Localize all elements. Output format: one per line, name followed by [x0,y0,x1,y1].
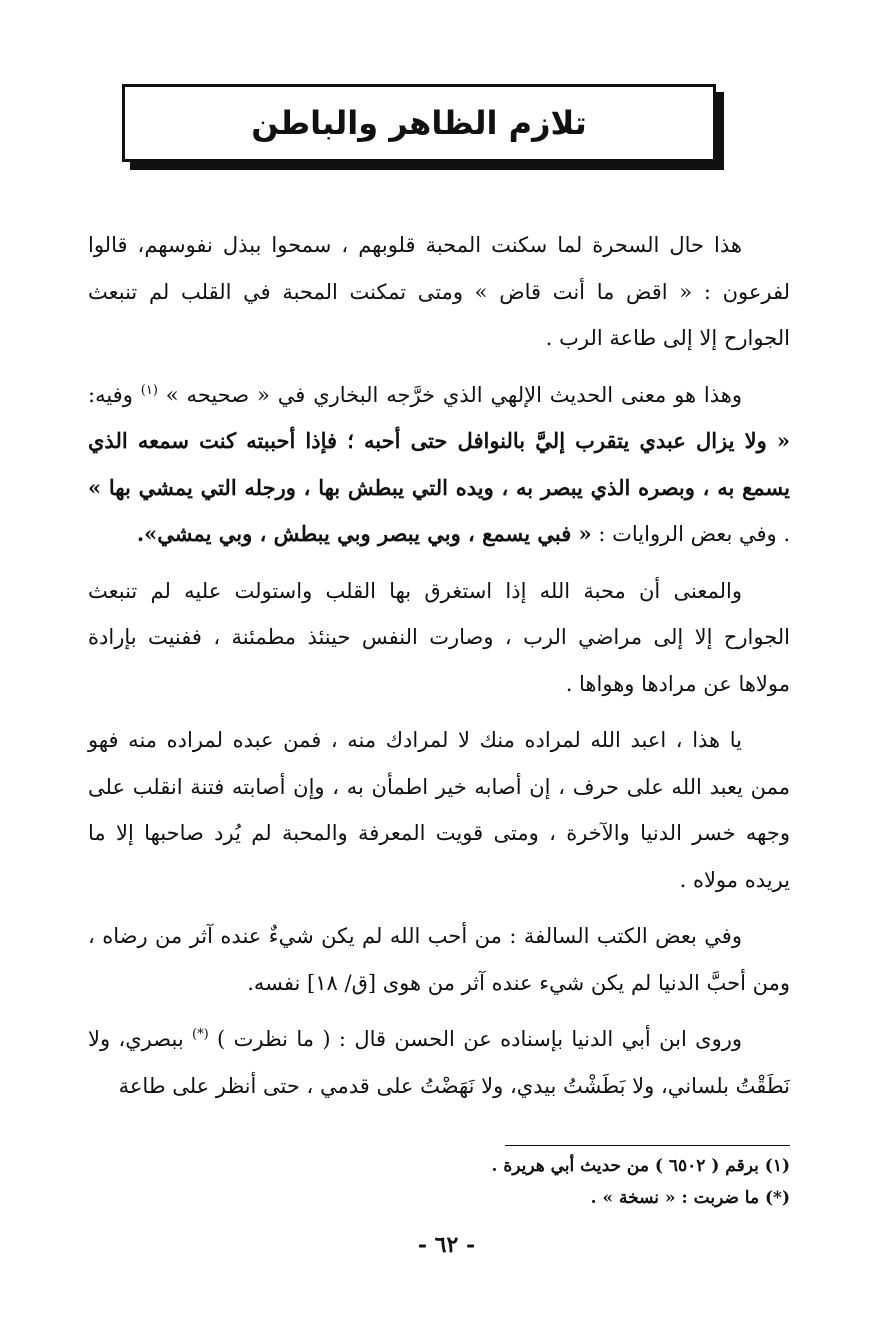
paragraph-6-rest: ببصري، ولا نَطَقْتُ بلساني، ولا بَطَشْتُ بيدي، ولا نَهَضْتُ على قدمي ، حتى أنظر على طاعة [88,1027,790,1098]
footnotes [88,1150,790,1214]
paragraph-1: هذا حال السحرة لما سكنت المحبة قلوبهم ، سمحوا ببذل نفوسهم، قالوا لفرعون : « اقض ما أنت قاض » ومتى تمكنت المحبة في القلب لم تنبعث الجوارح إلا إلى طاعة الرب . [88,233,790,350]
chapter-title: تلازم الظاهر والباطن [251,104,587,142]
paragraph-2-mid: وفيه: [88,382,141,407]
hadith-variant-quote: « فبي يسمع ، وبي يبصر وبي يبطش ، وبي يمشي». [136,521,592,546]
paragraph-6-lead: وروى ابن أبي الدنيا بإسناده عن الحسن قال : ( ما نظرت ) [208,1027,742,1051]
paragraph-6 [88,1016,790,1109]
paragraph-2-mid2: . وفي بعض الروايات : [591,522,790,546]
footnote-ref-1: (١) [140,382,158,398]
page-number: - ٦٢ - [417,1232,476,1258]
body-text [88,222,790,1119]
paragraph-3: والمعنى أن محبة الله إذا استغرق بها القلب واستولت عليه لم تنبعث الجوارح إلا إلى مراضي الرب ، وصارت النفس حينئذ مطمئنة ، ففنيت بإرادة مولاها عن مرادها وهواها . [88,578,790,696]
paragraph-5: وفي بعض الكتب السالفة : من أحب الله لم يكن شيءٌ عنده آثر من رضاه ، ومن أحبَّ الدنيا لم يكن شيء عنده آثر من هوى [ق/ ١٨] نفسه. [88,924,790,995]
paragraph-4: يا هذا ، اعبد الله لمراده منك لا لمرادك منه ، فمن عبده لمراده منه فهو ممن يعبد الله على حرف ، إن أصابه خير اطمأن به ، وإن أصابته فتنة انقلب على وجهه خسر الدنيا والآخرة ، ومتى قويت المعرفة والمحبة لم يُرد صاحبها إلا ما يريده مولاه . [88,728,790,892]
paragraph-2 [88,372,790,558]
footnote-ref-star: (*) [192,1027,209,1042]
footnote-divider [505,1145,790,1146]
footnote-star: (*) ما ضربت : « نسخة » . [590,1188,790,1208]
chapter-title-box [122,84,716,162]
hadith-quote: « ولا يزال عبدي يتقرب إليَّ بالنوافل حتى أحبه ؛ فإذا أحببته كنت سمعه الذي يسمع به ، وبصره الذي يبصر به ، ويده التي يبطش بها ، ورجله التي يمشي بها » [88,428,790,500]
paragraph-2-lead: وهذا هو معنى الحديث الإلهي الذي خرَّجه البخاري في « صحيحه » [157,382,743,407]
footnote-1: (١) برقم ( ٦٥٠٢ ) من حديث أبي هريرة . [491,1156,790,1176]
